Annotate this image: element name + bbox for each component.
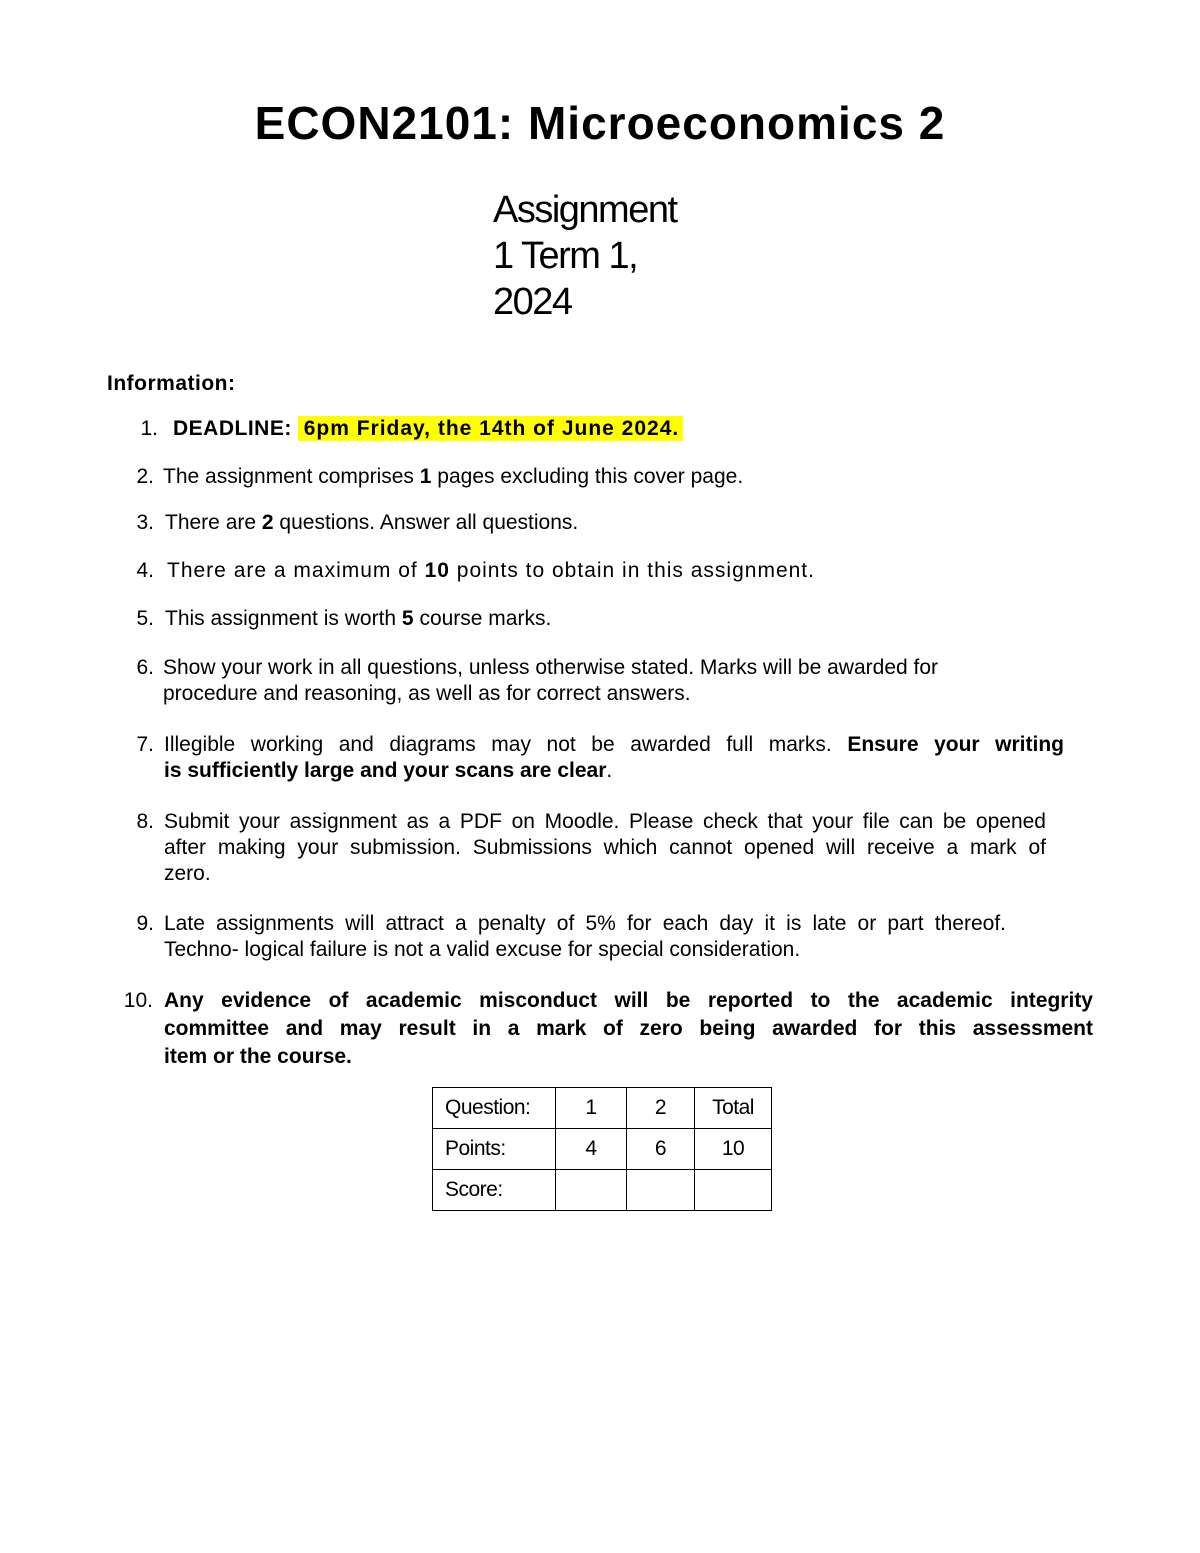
subtitle-line: Assignment [493,189,677,231]
item-text-line: Show your work in all questions, unless otherwise stated. Marks will be awarded for [163,656,939,679]
item-bold: is sufficiently large and your scans are clear [164,759,607,782]
item-text: pages excluding this cover page. [431,465,744,488]
item-text: Illegible working and diagrams may not be awarded full marks. [164,733,848,756]
item-number: 1. [140,417,158,440]
item-text: There are a maximum of [167,559,425,582]
score-input-cell [695,1170,772,1211]
table-cell: Score: [433,1170,556,1211]
item-text-line: Any evidence of academic misconduct will be reported to the academic integrity [164,989,1093,1012]
score-input-cell [627,1170,695,1211]
item-bold: 10 [424,559,450,582]
item-number: 4. [136,559,154,582]
deadline-value: 6pm Friday, the 14th of June 2024. [298,416,684,441]
score-table [432,1087,772,1211]
information-heading: Information: [107,372,236,395]
deadline-label: DEADLINE: [173,417,292,440]
item-text-line: Late assignments will attract a penalty of 5% for each day it is late or part thereof. [164,912,1006,935]
item-text: This assignment is worth [165,607,402,630]
table-cell: Points: [433,1129,556,1170]
subtitle-line: 1 Term 1, [493,235,638,277]
item-text: The assignment comprises [163,465,420,488]
item-text: There are [165,511,262,534]
item-number: 8. [136,810,154,833]
item-number: 3. [136,511,154,534]
table-cell: Question: [433,1088,556,1129]
table-cell: 4 [556,1129,627,1170]
table-cell: Total [695,1088,772,1129]
item-bold: Ensure your writing [847,733,1064,756]
table-row [433,1170,772,1211]
assignment-subtitle [493,187,753,325]
item-text-line: committee and may result in a mark of zero being awarded for this assessment [164,1017,1093,1040]
item-number: 6. [136,656,154,679]
item-bold: 2 [261,511,274,534]
item-text: . [606,759,613,782]
item-text: course marks. [413,607,552,630]
table-row [433,1129,772,1170]
item-text: points to obtain in this assignment. [449,559,815,582]
table-row [433,1088,772,1129]
table-cell: 10 [695,1129,772,1170]
item-number: 7. [136,733,154,756]
item-text-line: after making your submission. Submissions which cannot opened will receive a mark of [164,836,1046,859]
item-number: 9. [136,912,154,935]
subtitle-line: 2024 [493,281,572,323]
page-title: ECON2101: Microeconomics 2 [254,97,946,149]
item-text: questions. Answer all questions. [273,511,579,534]
score-input-cell [556,1170,627,1211]
item-bold: 1 [419,465,432,488]
table-cell: 1 [556,1088,627,1129]
item-bold: 5 [401,607,414,630]
table-cell: 2 [627,1088,695,1129]
item-number: 5. [136,607,154,630]
item-text-line: Submit your assignment as a PDF on Moodle. Please check that your file can be opened [164,810,1046,833]
item-text-line: item or the course. [164,1045,352,1068]
item-number: 10. [123,989,153,1012]
table-cell: 6 [627,1129,695,1170]
item-text-line: Techno- logical failure is not a valid excuse for special consideration. [164,938,801,961]
item-number: 2. [136,465,154,488]
item-text-line: zero. [164,862,211,885]
item-text-line: procedure and reasoning, as well as for correct answers. [163,682,691,705]
